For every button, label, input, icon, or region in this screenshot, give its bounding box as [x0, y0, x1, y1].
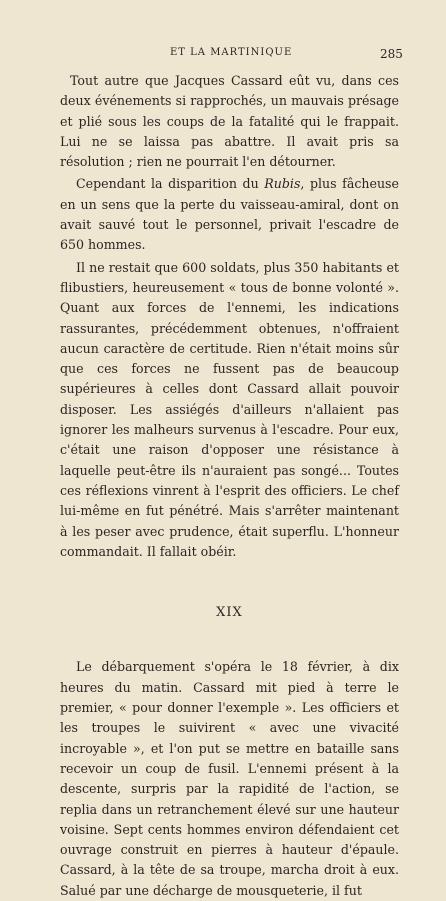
page-number: 285 — [380, 47, 403, 61]
paragraph: Tout autre que Jacques Cassard eût vu, dans ces deux événements si rapprochés, un mauvais présage et plié sous les coups de la fatalité qui le frappait. Lui ne se laissa pas abattre. Il avait pris sa résolution ; rien ne pourrait l'en détourner. — [60, 73, 399, 170]
running-title: ET LA MARTINIQUE — [170, 47, 293, 58]
body-text — [60, 71, 399, 901]
page-header — [0, 47, 446, 63]
chapter-heading: XIX — [216, 605, 243, 621]
paragraph: Il ne restait que 600 soldats, plus 350 habitants et flibustiers, heureusement « tous de bonne volonté ». Quant aux forces de l'ennemi, les indications rassurantes, précédemment obtenues, n'offraient aucun caractère de certitude. Rien n'était moins sûr que ces forces ne fussent pas de beaucoup supérieures à celles dont Cassard allait pouvoir disposer. Les assiégés d'ailleurs n'allaient pas ignorer les malheurs survenus à l'escadre. Pour eux, c'était une raison d'opposer une résistance à laquelle peut-être ils n'auraient pas songé... Toutes ces réflexions vinrent à l'esprit des officiers. Le chef lui-même en fut pénétré. Mais s'arrêter maintenant à les peser avec prudence, était superflu. L'honneur commandait. Il fallait obéir. — [60, 259, 399, 559]
paragraph: Cependant la disparition du Rubis, plus fâcheuse en un sens que la perte du vaisseau-amiral, dont on avait sauvé tout le personnel, privait l'escadre de 650 hommes. — [60, 176, 399, 253]
paragraph: Le débarquement s'opéra le 18 février, à dix heures du matin. Cassard mit pied à terre le premier, « pour donner l'exemple ». Les officiers et les troupes le suivirent « avec une vivacité incroyable », et l'on put se mettre en bataille sans recevoir un coup de fusil. L'ennemi présent à la descente, surpris par la rapidité de l'action, se replia dans un retranchement élevé sur une hauteur voisine. Sept cents hommes environ défendaient cet ouvrage construit en pierres à hauteur d'épaule. Cassard, à la tête de sa troupe, marcha droit à eux. Salué par une décharge de mousqueterie, il fut — [60, 659, 399, 898]
ship-name: Rubis — [264, 176, 301, 192]
